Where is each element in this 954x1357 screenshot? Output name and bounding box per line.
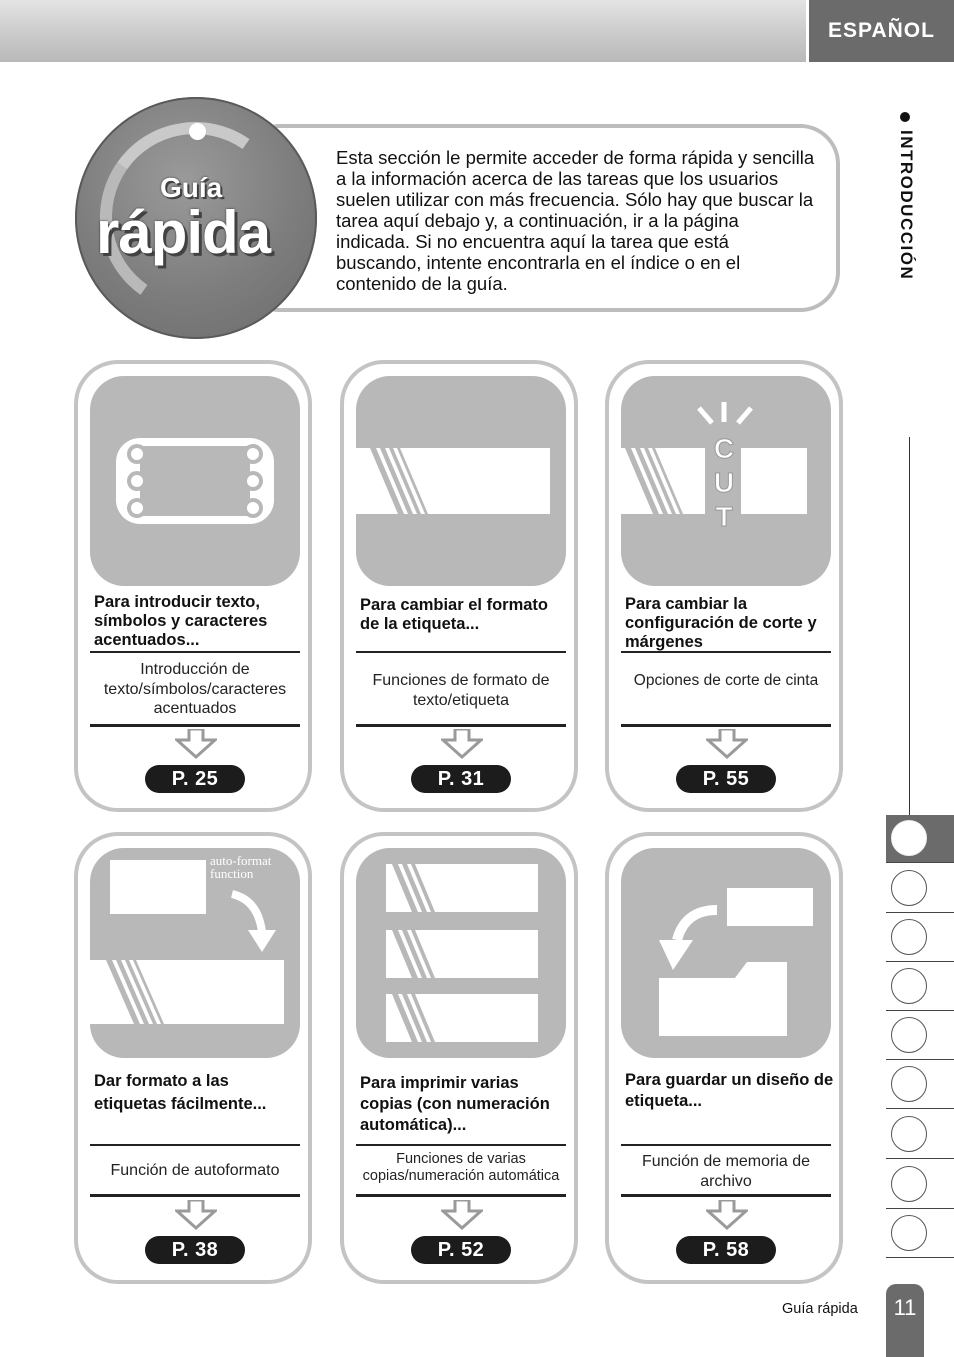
down-arrow-icon bbox=[441, 1200, 483, 1230]
chapter-tab-circle-icon bbox=[891, 1066, 927, 1102]
page-reference-pill[interactable]: P. 58 bbox=[676, 1236, 776, 1264]
page-reference-pill[interactable]: P. 52 bbox=[411, 1236, 511, 1264]
svg-text:T: T bbox=[715, 501, 733, 532]
down-arrow-icon bbox=[706, 1200, 748, 1230]
svg-text:function: function bbox=[210, 866, 254, 881]
chapter-tab-1[interactable] bbox=[886, 815, 954, 863]
divider bbox=[621, 1194, 831, 1197]
multiple-copies-icon bbox=[356, 848, 566, 1058]
card-description: Opciones de corte de cinta bbox=[633, 672, 819, 689]
chapter-tab-3[interactable] bbox=[886, 914, 954, 962]
down-arrow-icon bbox=[441, 729, 483, 759]
badge-title-line2: rápida bbox=[96, 199, 271, 266]
card-title: Para cambiar la configuración de corte y márgenes bbox=[625, 595, 817, 651]
header-band bbox=[0, 0, 806, 62]
chapter-tab-circle-icon bbox=[891, 1215, 927, 1251]
chapter-tab-circle-icon bbox=[891, 870, 927, 906]
chapter-tab-8[interactable] bbox=[886, 1161, 954, 1209]
chapter-tab-7[interactable] bbox=[886, 1111, 954, 1159]
divider bbox=[90, 651, 300, 653]
card-description: Función de memoria de archivo bbox=[641, 1153, 811, 1190]
page-reference-pill[interactable]: P. 25 bbox=[145, 765, 245, 793]
bullet-icon bbox=[900, 112, 910, 122]
chapter-tab-2[interactable] bbox=[886, 865, 954, 913]
quick-card-label-format[interactable] bbox=[340, 360, 578, 812]
badge-title-line1: Guía bbox=[160, 172, 223, 203]
chapter-tab-circle-icon bbox=[891, 1166, 927, 1202]
chapter-tab-circle-icon bbox=[891, 820, 927, 856]
card-title: Dar formato a las etiquetas fácilmente... bbox=[94, 1072, 267, 1113]
card-title: Para guardar un diseño de etiqueta... bbox=[625, 1071, 834, 1110]
section-label bbox=[870, 112, 940, 312]
tape-cut-icon bbox=[621, 376, 831, 586]
divider bbox=[621, 724, 831, 727]
quick-card-multiple-copies[interactable] bbox=[340, 832, 578, 1284]
badge-dot-icon bbox=[189, 123, 206, 140]
chapter-tab-circle-icon bbox=[891, 968, 927, 1004]
card-title: Para imprimir varias copias (con numeración automática)... bbox=[360, 1074, 550, 1134]
side-rule bbox=[909, 437, 910, 817]
divider bbox=[90, 1144, 300, 1146]
quick-card-auto-format[interactable] bbox=[74, 832, 312, 1284]
divider bbox=[356, 1144, 566, 1146]
chapter-tab-9[interactable] bbox=[886, 1210, 954, 1258]
card-description: Funciones de formato de texto/etiqueta bbox=[372, 672, 550, 709]
auto-format-icon bbox=[90, 848, 300, 1058]
page-number: 11 bbox=[886, 1284, 924, 1357]
page-reference-pill[interactable]: P. 31 bbox=[411, 765, 511, 793]
card-description: Función de autoformato bbox=[110, 1162, 280, 1179]
divider bbox=[356, 724, 566, 727]
divider bbox=[621, 1144, 831, 1146]
svg-text:auto-format: auto-format bbox=[210, 853, 272, 868]
language-tab: ESPAÑOL bbox=[806, 0, 954, 62]
card-description: Funciones de varias copias/numeración automática bbox=[362, 1151, 560, 1184]
divider bbox=[356, 651, 566, 653]
card-title: Para cambiar el formato de la etiqueta... bbox=[360, 596, 548, 633]
chapter-tab-5[interactable] bbox=[886, 1012, 954, 1060]
divider bbox=[90, 1194, 300, 1197]
svg-text:C: C bbox=[713, 433, 735, 464]
chapter-tab-circle-icon bbox=[891, 1017, 927, 1053]
down-arrow-icon bbox=[175, 729, 217, 759]
chapter-tabs bbox=[886, 815, 954, 1260]
down-arrow-icon bbox=[175, 1200, 217, 1230]
chapter-tab-circle-icon bbox=[891, 1116, 927, 1152]
footer-section-name: Guía rápida bbox=[782, 1301, 858, 1317]
chapter-tab-circle-icon bbox=[891, 919, 927, 955]
quick-card-file-memory[interactable] bbox=[605, 832, 843, 1284]
divider bbox=[356, 1194, 566, 1197]
down-arrow-icon bbox=[706, 729, 748, 759]
divider bbox=[621, 651, 831, 653]
svg-text:U: U bbox=[713, 467, 735, 498]
divider bbox=[90, 724, 300, 727]
chapter-tab-6[interactable] bbox=[886, 1061, 954, 1109]
page-reference-pill[interactable]: P. 38 bbox=[145, 1236, 245, 1264]
chapter-tab-4[interactable] bbox=[886, 963, 954, 1011]
page-reference-pill[interactable]: P. 55 bbox=[676, 765, 776, 793]
quick-card-cut-settings[interactable] bbox=[605, 360, 843, 812]
file-memory-icon bbox=[621, 848, 831, 1058]
text-entry-label-icon bbox=[90, 376, 300, 586]
section-label-text: INTRODUCCIÓN bbox=[897, 130, 916, 281]
quick-card-text-entry[interactable] bbox=[74, 360, 312, 812]
card-title: Para introducir texto, símbolos y caracteres acentuados... bbox=[94, 593, 268, 649]
label-format-icon bbox=[356, 376, 566, 586]
card-description: Introducción de texto/símbolos/caracteres acentuados bbox=[103, 661, 287, 717]
intro-text: Esta sección le permite acceder de forma rápida y sencilla a la información acerca de las tareas que los usuarios suelen utilizar con más frecuencia. Sólo hay que buscar la tarea aquí debajo y, a continuación, ir a la página indicada. Si no encuentra aquí la tarea que está buscando, intente encontrarla en el índice o en el contenido de la guía. bbox=[336, 147, 815, 294]
